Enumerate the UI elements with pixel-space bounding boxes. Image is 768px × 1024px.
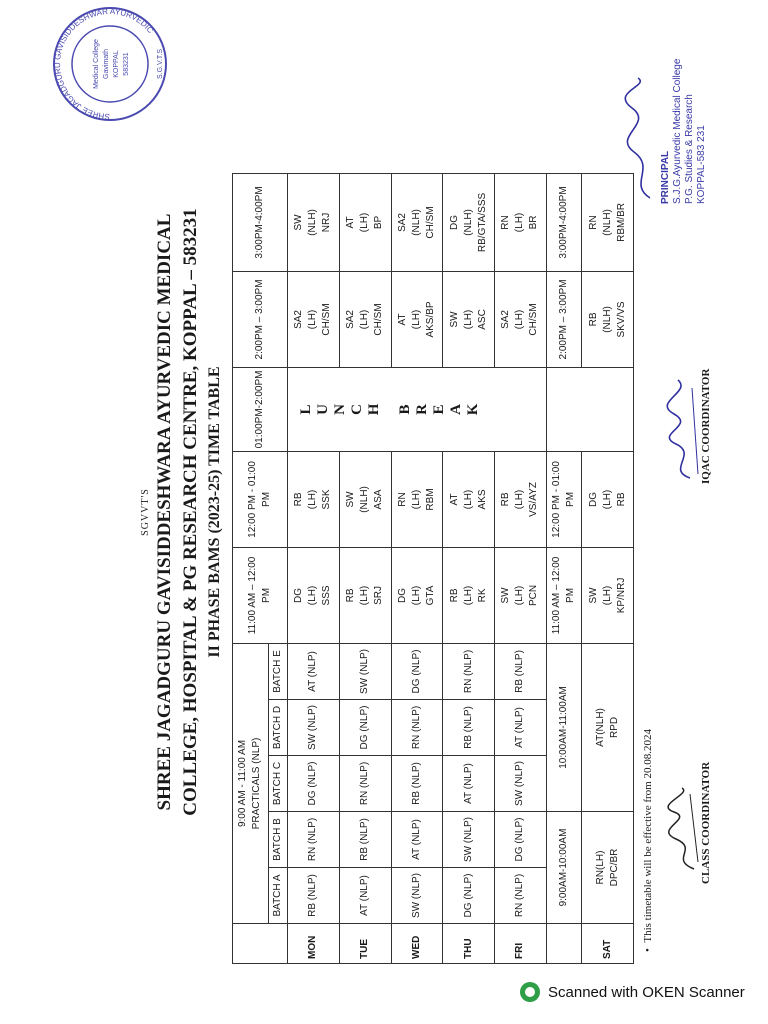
batch-cell: DG (NLP) xyxy=(443,868,495,924)
college-title-line1: SHREE JAGADGURU GAVISIDDESHWARA AYURVEDIC MEDICAL xyxy=(154,213,175,811)
batch-cell: RB (NLP) xyxy=(339,812,391,868)
slot-cell: SA2 (LH) CH/SM xyxy=(339,271,391,367)
slot-cell: DG (LH) SSS xyxy=(288,547,340,643)
header-row xyxy=(233,173,269,963)
college-title-line2: COLLEGE, HOSPITAL & PG RESEARCH CENTRE, KOPPAL – 583231 xyxy=(180,208,201,816)
day-cell: THU xyxy=(443,924,495,964)
batch-cell: DG (NLP) xyxy=(339,700,391,756)
bullet-icon: • xyxy=(642,942,654,952)
day-cell: MON xyxy=(288,924,340,964)
time-header-3: 3:00PM-4:00PM xyxy=(233,173,288,271)
slot-cell: DG (LH) GTA xyxy=(391,547,443,643)
table-row xyxy=(288,173,340,963)
sat-time-cell: 9:00AM-10:00AM xyxy=(546,812,582,924)
slot-cell: AT (LH) BP xyxy=(339,173,391,271)
table-row-sat xyxy=(582,173,634,963)
table-row xyxy=(494,173,546,963)
sat-time-row xyxy=(546,173,582,963)
batch-cell: SW (NLP) xyxy=(339,643,391,699)
slot-cell: AT (LH) AKS/BP xyxy=(391,271,443,367)
time-header-2: 2:00PM – 3:00PM xyxy=(233,271,288,367)
principal-signature xyxy=(624,74,660,204)
batch-cell: AT (NLP) xyxy=(339,868,391,924)
svg-text:583231: 583231 xyxy=(123,52,130,76)
practicals-header xyxy=(233,643,269,923)
svg-text:Gavimath: Gavimath xyxy=(103,49,110,79)
time-header-1: 01:00PM-2:00PM xyxy=(233,367,288,451)
svg-text:SHREE JAGADGURU GAVISIDDESHWAR: SHREE JAGADGURU GAVISIDDESHWAR AYURVEDIC xyxy=(52,6,156,122)
batch-header: BATCH C xyxy=(268,756,288,812)
batch-cell: DG (NLP) xyxy=(391,643,443,699)
batch-cell: AT (NLP) xyxy=(288,643,340,699)
scanner-text: Scanned with OKEN Scanner xyxy=(548,983,745,1001)
sat-time-cell: 12:00 PM - 01:00 PM xyxy=(546,451,582,547)
slot-cell: DG (NLH) RB/GTA/SSS xyxy=(443,173,495,271)
batch-cell: RB (NLP) xyxy=(288,868,340,924)
slot-cell: RB (LH) RK xyxy=(443,547,495,643)
slot-cell: SW (NLH) NRJ xyxy=(288,173,340,271)
sat-cell: AT(NLH) RPD xyxy=(582,643,634,811)
scanner-watermark xyxy=(520,982,745,1002)
sat-cell: DG (LH) RB xyxy=(582,451,634,547)
table-row xyxy=(339,173,391,963)
slot-cell: SW (LH) ASC xyxy=(443,271,495,367)
batch-cell: RB (NLP) xyxy=(443,700,495,756)
batch-header: BATCH A xyxy=(268,868,288,924)
table-row xyxy=(443,173,495,963)
batch-cell: SW (NLP) xyxy=(443,812,495,868)
slot-cell: SW (NLH) ASA xyxy=(339,451,391,547)
batch-cell: SW (NLP) xyxy=(494,756,546,812)
batch-header: BATCH E xyxy=(268,643,288,699)
practicals-time: 9:00 AM - 11:00 AM xyxy=(237,739,249,828)
day-cell: TUE xyxy=(339,924,391,964)
timetable xyxy=(232,173,634,964)
slot-cell: SW (LH) PCN xyxy=(494,547,546,643)
batch-cell: RN (NLP) xyxy=(391,700,443,756)
batch-cell: SW (NLP) xyxy=(391,868,443,924)
lunch-break-cell: L U N C H B R E A K xyxy=(288,367,547,451)
sat-time-cell: 2:00PM – 3:00PM xyxy=(546,271,582,367)
day-header-cell xyxy=(233,924,288,964)
day-cell-blank xyxy=(546,924,582,964)
class-coordinator-label: CLASS COORDINATOR xyxy=(700,761,712,884)
timetable-title: II PHASE BAMS (2023-25) TIME TABLE xyxy=(206,366,223,658)
batch-cell: RB (NLP) xyxy=(391,756,443,812)
batch-header: BATCH D xyxy=(268,700,288,756)
batch-cell: RN (NLP) xyxy=(494,868,546,924)
principal-stamp-label: PRINCIPAL S.J.G.Ayurvedic Medical College P.G. Studies & Research KOPPAL-583 231 xyxy=(660,58,707,204)
slot-cell: SA2 (LH) CH/SM xyxy=(494,271,546,367)
batch-cell: AT (NLP) xyxy=(443,756,495,812)
batch-cell: AT (NLP) xyxy=(391,812,443,868)
sat-cell: RN (NLH) RBM/BR xyxy=(582,173,634,271)
time-header-12: 12:00 PM - 01:00 PM xyxy=(233,451,288,547)
college-seal-stamp xyxy=(50,4,170,124)
slot-cell: RB (LH) SSK xyxy=(288,451,340,547)
day-cell: SAT xyxy=(582,924,634,964)
slot-cell: RB (LH) SRJ xyxy=(339,547,391,643)
table-row xyxy=(391,173,443,963)
svg-text:Medical College: Medical College xyxy=(93,39,100,89)
class-coordinator-signature xyxy=(664,784,704,874)
svg-text:S.G.V.T.S: S.G.V.T.S xyxy=(157,48,164,80)
iqac-coordinator-signature xyxy=(662,374,704,484)
slot-cell: AT (LH) AKS xyxy=(443,451,495,547)
batch-cell: DG (NLP) xyxy=(288,756,340,812)
sat-cell: RN(LH) DPC/BR xyxy=(582,812,634,924)
practicals-label: PRACTICALS (NLP) xyxy=(251,737,263,830)
slot-cell: RN (LH) BR xyxy=(494,173,546,271)
day-cell: WED xyxy=(391,924,443,964)
iqac-coordinator-label: IQAC COORDINATOR xyxy=(700,368,712,484)
svg-text:KOPPAL: KOPPAL xyxy=(113,50,120,78)
org-label: SGVVT'S xyxy=(140,488,151,536)
batch-header: BATCH B xyxy=(268,812,288,868)
batch-cell: RN (NLP) xyxy=(443,643,495,699)
effective-date-note: • This timetable will be effective from 20.08.2024 xyxy=(642,729,654,952)
batch-cell: AT (NLP) xyxy=(494,700,546,756)
slot-cell: RN (LH) RBM xyxy=(391,451,443,547)
oken-logo-icon xyxy=(520,982,540,1002)
slot-cell: RB (LH) VS/AYZ xyxy=(494,451,546,547)
sat-time-cell: 11:00 AM – 12:00 PM xyxy=(546,547,582,643)
sat-cell: RB (NLH) SKV/VS xyxy=(582,271,634,367)
batch-cell: RN (NLP) xyxy=(339,756,391,812)
sat-lunch-cell xyxy=(546,367,633,451)
sat-time-cell: 3:00PM-4:00PM xyxy=(546,173,582,271)
sat-cell: SW (LH) KP/NRJ xyxy=(582,547,634,643)
batch-cell: RB (NLP) xyxy=(494,643,546,699)
sat-time-cell: 10:00AM-11:00AM xyxy=(546,643,582,811)
batch-cell: RN (NLP) xyxy=(288,812,340,868)
slot-cell: SA2 (NLH) CH/SM xyxy=(391,173,443,271)
slot-cell: SA2 (LH) CH/SM xyxy=(288,271,340,367)
batch-cell: DG (NLP) xyxy=(494,812,546,868)
day-cell: FRI xyxy=(494,924,546,964)
batch-cell: SW (NLP) xyxy=(288,700,340,756)
time-header-11: 11:00 AM – 12:00 PM xyxy=(233,547,288,643)
